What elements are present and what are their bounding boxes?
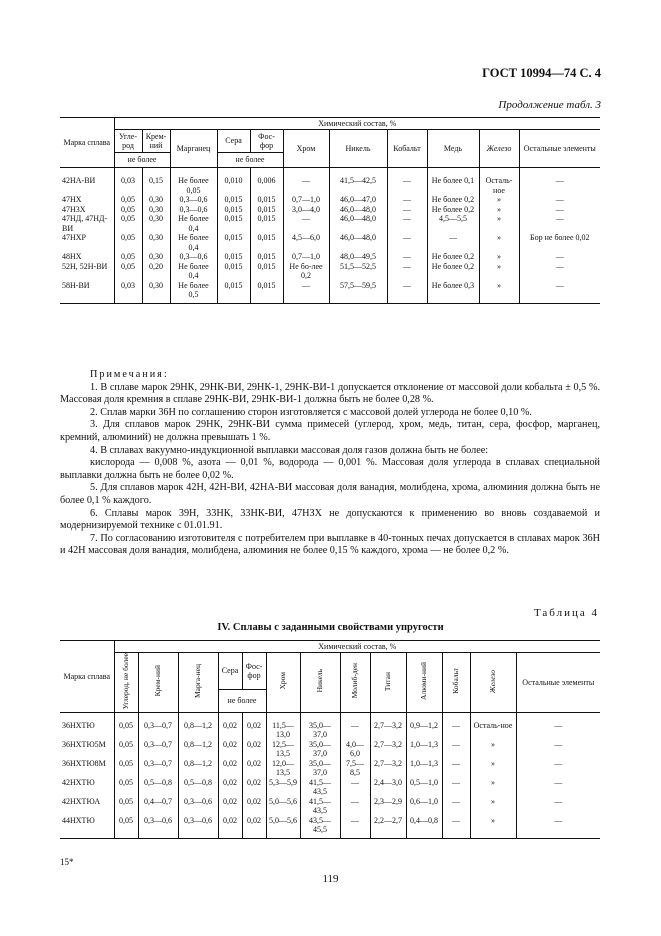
table-cell: 0,9—1,2: [406, 712, 442, 740]
table-cell: 0,6—1,0: [406, 797, 442, 816]
note-item: 6. Сплавы марок 39Н, 33НК, 33НК-ВИ, 47НЗХ не допускаются к применению во вновь создаваемой и модернизируемой технике с 01.01.91.: [60, 507, 600, 532]
table-cell: 0,05: [114, 262, 142, 281]
table-cell: 2,7—3,2: [370, 740, 406, 759]
table-cell: 0,05: [114, 214, 142, 233]
table-cell: 48,0—49,5: [329, 252, 387, 262]
table-cell: 0,015: [250, 281, 283, 304]
table-cell: »: [479, 281, 519, 304]
table-cell: 4,5—6,0: [283, 233, 329, 252]
col-header-manganese: Марга-нец: [192, 664, 202, 699]
table-cell: 2,3—2,9: [370, 797, 406, 816]
note-item: 5. Для сплавов марок 42Н, 42Н-ВИ, 42НА-ВИ массовая доля ванадия, молибдена, хрома, алюминия должна быть не более 0,1 % каждого.: [60, 482, 600, 506]
table-cell: 7,5—8,5: [340, 759, 370, 778]
table-cell: 57,5—59,5: [329, 281, 387, 304]
table-row: [60, 252, 600, 262]
table-cell: 43,5—45,5: [300, 816, 340, 839]
page-number: 119: [322, 873, 339, 885]
table-cell: 0,02: [218, 816, 242, 839]
table-cell: —: [340, 816, 370, 839]
table-cell: —: [387, 281, 427, 304]
table-cell: 0,02: [242, 712, 266, 740]
table-cell: —: [340, 797, 370, 816]
table-cell: 0,02: [242, 816, 266, 839]
table-cell: —: [519, 262, 600, 281]
alloy-mark-cell: 36НХТЮ: [62, 720, 95, 730]
table-cell: 2,7—3,2: [370, 759, 406, 778]
table-cell: 0,8—1,2: [178, 712, 218, 740]
table-cell: —: [387, 168, 427, 196]
alloy-mark-cell: 42НА-ВИ: [62, 176, 96, 185]
table-cell: 5,3—5,9: [266, 778, 300, 797]
col-header-other: Остальные элементы: [516, 653, 600, 713]
table-cell: Не бо-лее 0,2: [283, 262, 329, 281]
table-cell: »: [479, 252, 519, 262]
table-cell: »: [470, 797, 516, 816]
table-cell: 0,015: [250, 252, 283, 262]
alloy-mark-cell: 47НХ: [62, 195, 82, 204]
alloy-mark-cell: 47НД, 47НД-ВИ: [62, 214, 108, 233]
table-cell: 0,02: [242, 778, 266, 797]
table-cell: —: [519, 281, 600, 304]
table-cell: 0,02: [242, 759, 266, 778]
table-cell: Не более 0,05: [170, 168, 217, 196]
table-cell: 0,02: [218, 778, 242, 797]
table-cell: »: [479, 214, 519, 233]
table-cell: —: [519, 195, 600, 205]
table-cell: 41,5—43,5: [300, 778, 340, 797]
col-header-cobalt: Кобальт: [450, 668, 460, 695]
table-cell: 4,0—6,0: [340, 740, 370, 759]
table-cell: 12,0—13,5: [266, 759, 300, 778]
table-cell: —: [387, 205, 427, 215]
table-cell: »: [470, 740, 516, 759]
table-cell: 0,7—1,0: [283, 195, 329, 205]
table-cell: Не более 0,4: [170, 262, 217, 281]
col-header-other: Остальные элементы: [519, 130, 600, 168]
table-cell: 4,5—5,5: [427, 214, 479, 233]
note-item: 7. По согласованию изготовителя с потребителем при выплавке в 40-тонных печах допускается в сплавах марок 36Н и 42Н массовая доля ванадия, молибдена, алюминия не более 0,15 % каждого, хрома — не более 0,2 %.: [60, 532, 600, 557]
table-cell: 0,3—0,6: [178, 797, 218, 816]
col-header-nickel: Никель: [314, 669, 324, 693]
table-cell: 41,5—42,5: [329, 168, 387, 196]
alloy-mark-cell: 48НХ: [62, 252, 82, 261]
table-row: [60, 740, 600, 759]
col-header-not-more: не более: [217, 153, 283, 168]
table-cell: 0,015: [217, 195, 250, 205]
col-header-carbon: Угле-род: [114, 130, 142, 153]
table-cell: 0,3—0,6: [138, 816, 178, 839]
table-4-label: Таблица 4: [533, 607, 599, 619]
table-cell: 0,20: [142, 262, 170, 281]
table-cell: —: [516, 712, 600, 740]
table-cell: Не более 0,5: [170, 281, 217, 304]
table-cell: »: [479, 205, 519, 215]
table-cell: 0,30: [142, 252, 170, 262]
table-cell: Не более 0,2: [427, 205, 479, 215]
table-cell: 51,5—52,5: [329, 262, 387, 281]
table-cell: 0,05: [114, 205, 142, 215]
table-cell: 5,0—5,6: [266, 816, 300, 839]
col-header-not-more: не более: [114, 153, 170, 168]
table-cell: 46,0—48,0: [329, 205, 387, 215]
table-3: [60, 117, 600, 304]
table-cell: 0,30: [142, 281, 170, 304]
table-cell: 0,010: [217, 168, 250, 196]
alloy-mark-cell: 36НХТЮ5М: [62, 739, 106, 749]
table-cell: 0,05: [114, 252, 142, 262]
table-cell: 0,4—0,7: [138, 797, 178, 816]
table-cell: Осталь-ное: [479, 168, 519, 196]
col-header-mark: Марка сплава: [60, 118, 114, 168]
table-row: [60, 281, 600, 304]
table-cell: —: [516, 740, 600, 759]
table-row: [60, 214, 600, 233]
note-item: 3. Для сплавов марок 29НК, 29НК-ВИ сумма примесей (углерод, хром, медь, титан, сера, фосфор, марганец, кремний, алюминий) не должна превышать 1 %.: [60, 419, 600, 443]
table-cell: —: [516, 797, 600, 816]
table-4: [60, 640, 600, 839]
table-row: [60, 778, 600, 797]
table-cell: —: [519, 252, 600, 262]
table-row: [60, 195, 600, 205]
table-cell: 0,015: [250, 262, 283, 281]
table-cell: Не более 0,4: [170, 233, 217, 252]
col-header-mark: Марка сплава: [60, 641, 114, 713]
table-cell: 41,5—43,5: [300, 797, 340, 816]
table-cell: 0,05: [114, 797, 138, 816]
table-cell: 5,0—5,6: [266, 797, 300, 816]
col-header-sulfur: Сера: [217, 130, 250, 153]
table-cell: 3,0—4,0: [283, 205, 329, 215]
table-cell: 0,02: [218, 712, 242, 740]
table-cell: 0,30: [142, 205, 170, 215]
table-cell: 0,05: [114, 195, 142, 205]
table-cell: 0,30: [142, 195, 170, 205]
table-cell: 0,3—0,6: [170, 205, 217, 215]
table-cell: 0,30: [142, 233, 170, 252]
note-item: кислорода — 0,008 %, азота — 0,01 %, водорода — 0,001 %. Массовая доля углерода в сплавах специальной выплавки должна быть не более 0,02 %.: [60, 457, 600, 481]
table-cell: —: [387, 195, 427, 205]
table-cell: 0,015: [217, 214, 250, 233]
table-cell: 0,5—0,8: [138, 778, 178, 797]
alloy-mark-cell: 52Н, 52Н-ВИ: [62, 261, 108, 271]
table-row: [60, 797, 600, 816]
col-header-manganese: Марганец: [170, 130, 217, 168]
table-cell: 0,3—0,6: [170, 252, 217, 262]
table-cell: 0,03: [114, 281, 142, 304]
table-cell: —: [283, 281, 329, 304]
table-cell: —: [340, 778, 370, 797]
alloy-mark-cell: 42НХТЮА: [62, 796, 101, 806]
table-cell: Не более 0,2: [427, 262, 479, 281]
table-row: [60, 712, 600, 740]
table-row: [60, 168, 600, 196]
table-cell: —: [516, 759, 600, 778]
table-cell: —: [442, 797, 470, 816]
note-item: 2. Сплав марки 36Н по соглашению сторон изготовляется с массовой долей углерода не более 0,10 %.: [90, 406, 532, 418]
alloy-mark-cell: 58Н-ВИ: [60, 281, 114, 304]
col-header-chem: Химический состав, %: [114, 641, 600, 653]
table-cell: 0,05: [114, 759, 138, 778]
table-cell: 0,3—0,7: [138, 759, 178, 778]
table-cell: 0,3—0,7: [138, 740, 178, 759]
table-cell: 0,02: [242, 740, 266, 759]
col-header-iron: Железо: [487, 669, 497, 693]
table-cell: »: [470, 778, 516, 797]
table-cell: »: [479, 233, 519, 252]
table-cell: —: [516, 778, 600, 797]
table-cell: 11,5—13,0: [266, 712, 300, 740]
table-cell: Не более 0,2: [427, 195, 479, 205]
alloy-mark-cell: 47Н3Х: [62, 204, 86, 214]
col-header-chem: Химический состав, %: [114, 118, 600, 130]
table-row: [60, 262, 600, 281]
table-cell: 1,0—1,3: [406, 759, 442, 778]
table-cell: 0,05: [114, 778, 138, 797]
table-cell: —: [387, 252, 427, 262]
table-cell: —: [387, 214, 427, 233]
table-cell: 0,015: [250, 205, 283, 215]
table-cell: —: [427, 233, 479, 252]
table-cell: »: [470, 759, 516, 778]
col-header-titanium: Титан: [382, 671, 392, 691]
table-cell: 0,02: [218, 797, 242, 816]
table-cell: 0,015: [217, 281, 250, 304]
table-cell: 1,0—1,3: [406, 740, 442, 759]
table-cell: 2,2—2,7: [370, 816, 406, 839]
table-cell: —: [340, 712, 370, 740]
table-cell: »: [470, 816, 516, 839]
table-cell: 46,0—48,0: [329, 214, 387, 233]
table-cell: 0,3—0,6: [170, 195, 217, 205]
table-cell: 35,0—37,0: [300, 712, 340, 740]
table-cell: 0,05: [114, 712, 138, 740]
table-cell: 2,4—3,0: [370, 778, 406, 797]
table-cell: —: [442, 816, 470, 839]
table-cell: 0,015: [217, 262, 250, 281]
table-cell: —: [387, 262, 427, 281]
table-cell: 0,02: [218, 740, 242, 759]
table-cell: 0,02: [218, 759, 242, 778]
notes-heading: Примечания:: [90, 369, 169, 380]
table-cell: —: [283, 168, 329, 196]
col-header-chromium: Хром: [277, 672, 287, 690]
table-cell: 0,8—1,2: [178, 759, 218, 778]
table-cell: —: [519, 168, 600, 196]
col-header-phosphorus: Фос-фор: [250, 130, 283, 153]
table-row: [60, 233, 600, 252]
table-cell: —: [442, 759, 470, 778]
table-cell: 0,015: [250, 195, 283, 205]
col-header-sulfur: Сера: [218, 653, 242, 690]
document-header: ГОСТ 10994—74 С. 4: [482, 66, 601, 80]
table-cell: 35,0—37,0: [300, 740, 340, 759]
col-header-silicon: Крем-ний: [142, 130, 170, 153]
table-cell: 0,7—1,0: [283, 252, 329, 262]
table-cell: 2,7—3,2: [370, 712, 406, 740]
table-cell: 0,15: [142, 168, 170, 196]
alloy-mark-cell: 47НХР: [62, 233, 87, 242]
table-cell: 0,8—1,2: [178, 740, 218, 759]
table-continuation-label: Продолжение табл. 3: [498, 99, 601, 111]
notes-block: [60, 369, 600, 558]
table-row: [60, 759, 600, 778]
col-header-phosphorus: Фос-фор: [242, 653, 266, 690]
table-cell: 0,015: [250, 233, 283, 252]
col-header-aluminium: Алюми-ний: [418, 662, 428, 701]
table-cell: —: [519, 205, 600, 215]
col-header-not-more: не более: [218, 690, 266, 712]
table-cell: —: [442, 740, 470, 759]
table-cell: 0,5—1,0: [406, 778, 442, 797]
table-4-title: IV. Сплавы с заданными свойствами упругости: [217, 622, 444, 633]
col-header-chromium: Хром: [283, 130, 329, 168]
table-cell: 0,015: [250, 214, 283, 233]
col-header-copper: Медь: [427, 130, 479, 168]
table-cell: »: [479, 262, 519, 281]
table-cell: 0,3—0,7: [138, 712, 178, 740]
table-cell: Не более 0,3: [427, 281, 479, 304]
alloy-mark-cell: 44НХТЮ: [60, 816, 114, 839]
note-item: 4. В сплавах вакуумно-индукционной выплавки массовая доля газов должна быть не более:: [90, 444, 489, 456]
table-cell: 0,015: [217, 205, 250, 215]
table-cell: »: [479, 195, 519, 205]
table-cell: 0,3—0,6: [178, 816, 218, 839]
table-cell: —: [442, 778, 470, 797]
table-cell: 46,0—48,0: [329, 233, 387, 252]
note-item: 1. В сплаве марок 29НК, 29НК-ВИ, 29НК-1, 29НК-ВИ-1 допускается отклонение от массовой доли кобальта ± 0,5 %. Массовая доля кремния в сплаве 29НК-ВИ, 29НК-ВИ-1 должна быть не более 0,28 %.: [60, 381, 600, 406]
col-header-molybdenum: Молиб-ден: [349, 663, 359, 699]
table-cell: Не более 0,1: [427, 168, 479, 196]
table-cell: 0,05: [114, 816, 138, 839]
alloy-mark-cell: 42НХТЮ: [62, 777, 95, 787]
table-cell: Не более 0,4: [170, 214, 217, 233]
table-cell: 0,30: [142, 214, 170, 233]
table-cell: —: [387, 233, 427, 252]
table-row: [60, 816, 600, 839]
table-cell: —: [516, 816, 600, 839]
table-cell: Не более 0,2: [427, 252, 479, 262]
table-cell: 0,015: [217, 252, 250, 262]
alloy-mark-cell: 36НХТЮ8М: [62, 758, 106, 768]
col-header-silicon: Крем-ний: [152, 665, 162, 697]
table-cell: 0,02: [242, 797, 266, 816]
table-cell: Бор не более 0,02: [519, 233, 600, 252]
table-cell: —: [519, 214, 600, 233]
table-cell: 0,015: [217, 233, 250, 252]
col-header-iron: Железо: [479, 130, 519, 168]
table-cell: —: [283, 214, 329, 233]
table-cell: 0,4—0,8: [406, 816, 442, 839]
table-cell: 35,0—37,0: [300, 759, 340, 778]
col-header-cobalt: Кобальт: [387, 130, 427, 168]
col-header-carbon: Углерод, не более: [120, 653, 130, 710]
footer-mark: 15*: [60, 857, 74, 867]
table-cell: 12,5—13,5: [266, 740, 300, 759]
table-row: [60, 205, 600, 215]
col-header-nickel: Никель: [329, 130, 387, 168]
table-cell: 0,03: [114, 168, 142, 196]
table-cell: 0,5—0,8: [178, 778, 218, 797]
table-cell: —: [442, 712, 470, 740]
table-cell: 0,006: [250, 168, 283, 196]
table-cell: 0,05: [114, 233, 142, 252]
table-cell: 46,0—47,0: [329, 195, 387, 205]
table-cell: 0,05: [114, 740, 138, 759]
table-cell: Осталь-ное: [470, 712, 516, 740]
